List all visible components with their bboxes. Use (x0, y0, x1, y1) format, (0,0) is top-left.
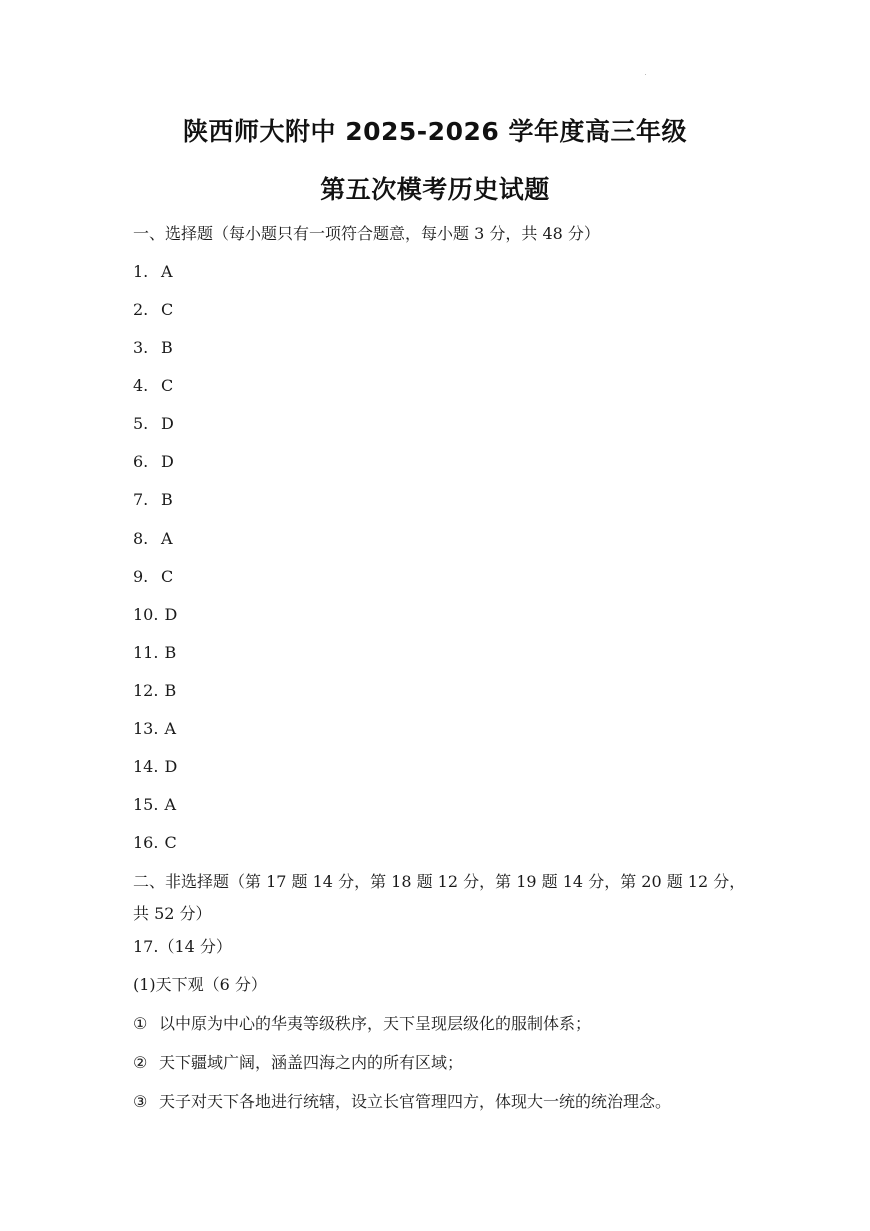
answer-number: 3. (133, 338, 149, 357)
answer-number: 2. (133, 300, 149, 319)
answer-item (133, 529, 173, 549)
question-17-part1-heading: (1)天下观（6 分） (133, 975, 267, 994)
answer-item (133, 643, 176, 663)
answer-item (133, 719, 176, 739)
answer-item (133, 605, 177, 625)
point-text: 天下疆域广阔，涵盖四海之内的所有区域； (159, 1053, 464, 1072)
answer-number: 11. (133, 643, 159, 662)
answer-choice: A (164, 795, 177, 814)
answer-number: 6. (133, 452, 149, 471)
answer-choice: C (161, 567, 174, 586)
point-marker: ③ (133, 1092, 148, 1111)
answer-choice: B (161, 490, 173, 509)
answer-point (133, 1014, 591, 1034)
answer-choice: D (161, 452, 174, 471)
section1-heading: 一、选择题（每小题只有一项符合题意，每小题 3 分，共 48 分） (133, 224, 600, 243)
answer-item (133, 262, 173, 282)
document-subtitle: 第五次模考历史试题 (320, 175, 550, 204)
answer-choice: B (161, 338, 173, 357)
answer-choice: D (161, 414, 174, 433)
answer-choice: C (164, 833, 177, 852)
answer-choice: B (164, 681, 177, 700)
answer-choice: C (161, 300, 174, 319)
answer-number: 10. (133, 605, 159, 624)
answer-item (133, 414, 174, 434)
answer-choice: D (164, 757, 178, 776)
answer-number: 13. (133, 719, 159, 738)
answer-item (133, 757, 177, 777)
answer-item (133, 376, 173, 396)
answer-number: 15. (133, 795, 159, 814)
section2-heading: 二、非选择题（第 17 题 14 分，第 18 题 12 分，第 19 题 14 分，第 20 题 12 分，共 52 分） (133, 872, 746, 923)
answer-number: 7. (133, 490, 149, 509)
answer-choice: D (164, 605, 178, 624)
answer-item (133, 795, 176, 815)
point-marker: ① (133, 1014, 148, 1033)
document-title: 陕西师大附中 2025-2026 学年度高三年级 (183, 117, 687, 146)
question-17-label: 17.（14 分） (133, 937, 232, 956)
answer-number: 8. (133, 529, 149, 548)
answer-number: 16. (133, 833, 159, 852)
answer-number: 14. (133, 757, 159, 776)
answer-item (133, 300, 173, 320)
scan-speck (645, 74, 646, 75)
answer-item (133, 681, 176, 701)
point-text: 天子对天下各地进行统辖，设立长官管理四方，体现大一统的统治理念。 (159, 1092, 672, 1111)
answer-number: 4. (133, 376, 149, 395)
answer-item (133, 833, 177, 853)
answer-choice: C (161, 376, 174, 395)
answer-item (133, 567, 173, 587)
answer-number: 5. (133, 414, 149, 433)
answer-point (133, 1053, 463, 1073)
answer-number: 9. (133, 567, 149, 586)
answer-choice: B (164, 643, 177, 662)
answer-choice: A (161, 262, 173, 281)
answer-number: 12. (133, 681, 159, 700)
answer-choice: A (161, 529, 173, 548)
answer-item (133, 338, 173, 358)
answer-number: 1. (133, 262, 149, 281)
answer-item (133, 490, 173, 510)
answer-item (133, 452, 174, 472)
point-text: 以中原为中心的华夷等级秩序，天下呈现层级化的服制体系； (159, 1014, 592, 1033)
point-marker: ② (133, 1053, 148, 1072)
answer-point (133, 1092, 671, 1112)
answer-choice: A (164, 719, 177, 738)
